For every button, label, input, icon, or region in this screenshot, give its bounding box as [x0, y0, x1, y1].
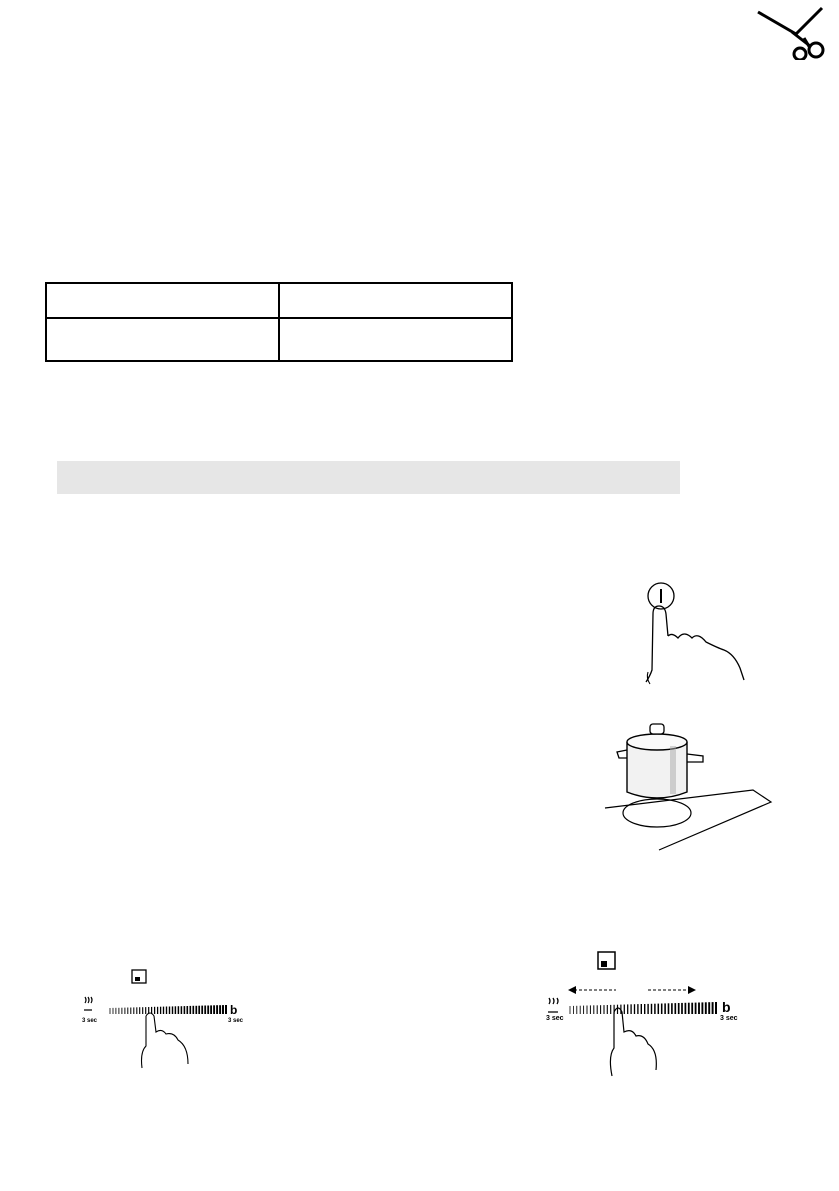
keep-warm-icon [548, 998, 558, 1012]
slider-right-right-time-label: 3 sec [720, 1015, 738, 1022]
table-cell [279, 318, 512, 361]
arrow-right-icon [648, 986, 696, 994]
slider-right-figure [540, 948, 750, 1080]
slider-left-time-label: 3 sec [82, 1018, 98, 1024]
pot-on-hob-icon [603, 720, 773, 855]
power-touch-icon [606, 580, 758, 692]
table-cell [46, 318, 279, 361]
table-cell [279, 283, 512, 318]
table-row [46, 318, 512, 361]
scissors-icon [752, 2, 832, 60]
slider-right-right-symbol: b [722, 999, 731, 1015]
slider-bar[interactable] [110, 1005, 226, 1014]
section-heading-band [57, 461, 680, 494]
table-cell [46, 283, 279, 318]
slider-left-right-symbol: b [230, 1003, 238, 1017]
table-row [46, 283, 512, 318]
arrow-left-icon [568, 986, 616, 994]
finger-touch-icon [610, 1008, 656, 1076]
finger-touch-icon [142, 1013, 189, 1068]
timer-square-icon [132, 970, 146, 983]
slider-right-time-label: 3 sec [546, 1015, 564, 1022]
slider-left-figure [80, 960, 250, 1070]
keep-warm-icon [84, 997, 92, 1010]
slider-left-right-time-label: 3 sec [228, 1018, 244, 1024]
timer-square-icon [598, 952, 615, 969]
info-table [45, 282, 513, 362]
slider-bar[interactable] [570, 1002, 716, 1014]
